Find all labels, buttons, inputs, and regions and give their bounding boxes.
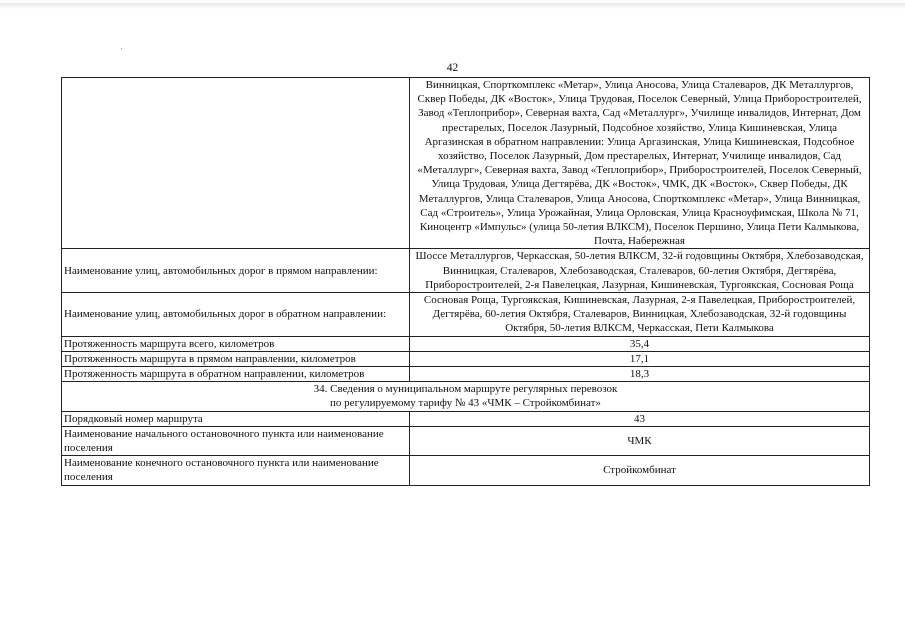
row-value: 35,4 bbox=[410, 336, 870, 351]
table-row bbox=[62, 293, 870, 337]
row-value: 18,3 bbox=[410, 367, 870, 382]
row-label: Наименование конечного остановочного пункта или наименование поселения bbox=[62, 456, 410, 485]
table-row bbox=[62, 249, 870, 293]
section-heading bbox=[62, 382, 870, 411]
table-row bbox=[62, 351, 870, 366]
row-value: Шоссе Металлургов, Черкасская, 50-летия ВЛКСМ, 32-й годовщины Октября, Хлебозаводская, Винницкая, Сталеваров, Хлебозаводская, Сталеваров, 60-летия Октября, Дегтярёва, Приборостроителей, 2-я Павелецкая, Лазурная, Кишиневская, Тургоякская, Сосновая Роща bbox=[410, 249, 870, 293]
scan-top-edge bbox=[0, 3, 905, 9]
row-value: ЧМК bbox=[410, 426, 870, 455]
row-label: Наименование улиц, автомобильных дорог в прямом направлении: bbox=[62, 249, 410, 293]
table-row bbox=[62, 426, 870, 455]
row-value: Сосновая Роща, Тургоякская, Кишиневская, Лазурная, 2-я Павелецкая, Приборостроителей, Дегтярёва, 60-летия Октября, Сталеваров, Винницкая, Хлебозаводская, 32-й годовщины Октября, 50-летия ВЛКСМ, Черкасская, Пети Калмыкова bbox=[410, 293, 870, 337]
row-label: Порядковый номер маршрута bbox=[62, 411, 410, 426]
row-label bbox=[62, 78, 410, 249]
row-value-stops: Винницкая, Спорткомплекс «Метар», Улица Аносова, Улица Сталеваров, ДК Металлургов, Сквер Победы, ДК «Восток», Улица Трудовая, Поселок Северный, Улица Приборостроителей, Завод «Теплоприбор», Северная вахта, Сад «Металлург», Училище инвалидов, Интернат, Дом престарелых, Поселок Лазурный, Подсобное хозяйство, Улица Кишиневская, Улица Аргазинская в обратном направлении: Улица Аргазинская, Улица Кишиневская, Подсобное хозяйство, Поселок Лазурный, Дом престарелых, Интернат, Училище инвалидов, Сад «Металлург», Северная вахта, Завод «Теплоприбор», Приборостроителей, Поселок Северный, Улица Трудовая, Улица Дегтярёва, ДК «Восток», ЧМК, ДК «Восток», Сквер Победы, ДК Металлургов, Улица Сталеваров, Улица Аносова, Спорткомплекс «Метар», Улица Винницкая, Сад «Строитель», Улица Урожайная, Улица Орловская, Улица Красноуфимская, Школа № 71, Киноцентр «Импульс» (улица 50-летия ВЛКСМ), Поселок Першино, Улица Пети Калмыкова, Почта, Набережная bbox=[410, 78, 870, 249]
row-label: Протяженность маршрута в прямом направлении, километров bbox=[62, 351, 410, 366]
row-label: Протяженность маршрута всего, километров bbox=[62, 336, 410, 351]
section-heading-row bbox=[62, 382, 870, 411]
route-table bbox=[61, 77, 870, 486]
table-row bbox=[62, 411, 870, 426]
table-row bbox=[62, 336, 870, 351]
table-row bbox=[62, 367, 870, 382]
page-number: 42 bbox=[446, 62, 459, 74]
table-row bbox=[62, 456, 870, 485]
section-heading-line: 34. Сведения о муниципальном маршруте регулярных перевозок bbox=[313, 383, 618, 396]
row-value: Стройкомбинат bbox=[410, 456, 870, 485]
table-row bbox=[62, 78, 870, 249]
row-value: 43 bbox=[410, 411, 870, 426]
section-heading-line: по регулируемому тарифу № 43 «ЧМК – Стройкомбинат» bbox=[330, 397, 601, 410]
scan-dot bbox=[121, 48, 122, 49]
row-label: Наименование начального остановочного пункта или наименование поселения bbox=[62, 426, 410, 455]
row-label: Наименование улиц, автомобильных дорог в обратном направлении: bbox=[62, 293, 410, 337]
row-label: Протяженность маршрута в обратном направлении, километров bbox=[62, 367, 410, 382]
row-value: 17,1 bbox=[410, 351, 870, 366]
